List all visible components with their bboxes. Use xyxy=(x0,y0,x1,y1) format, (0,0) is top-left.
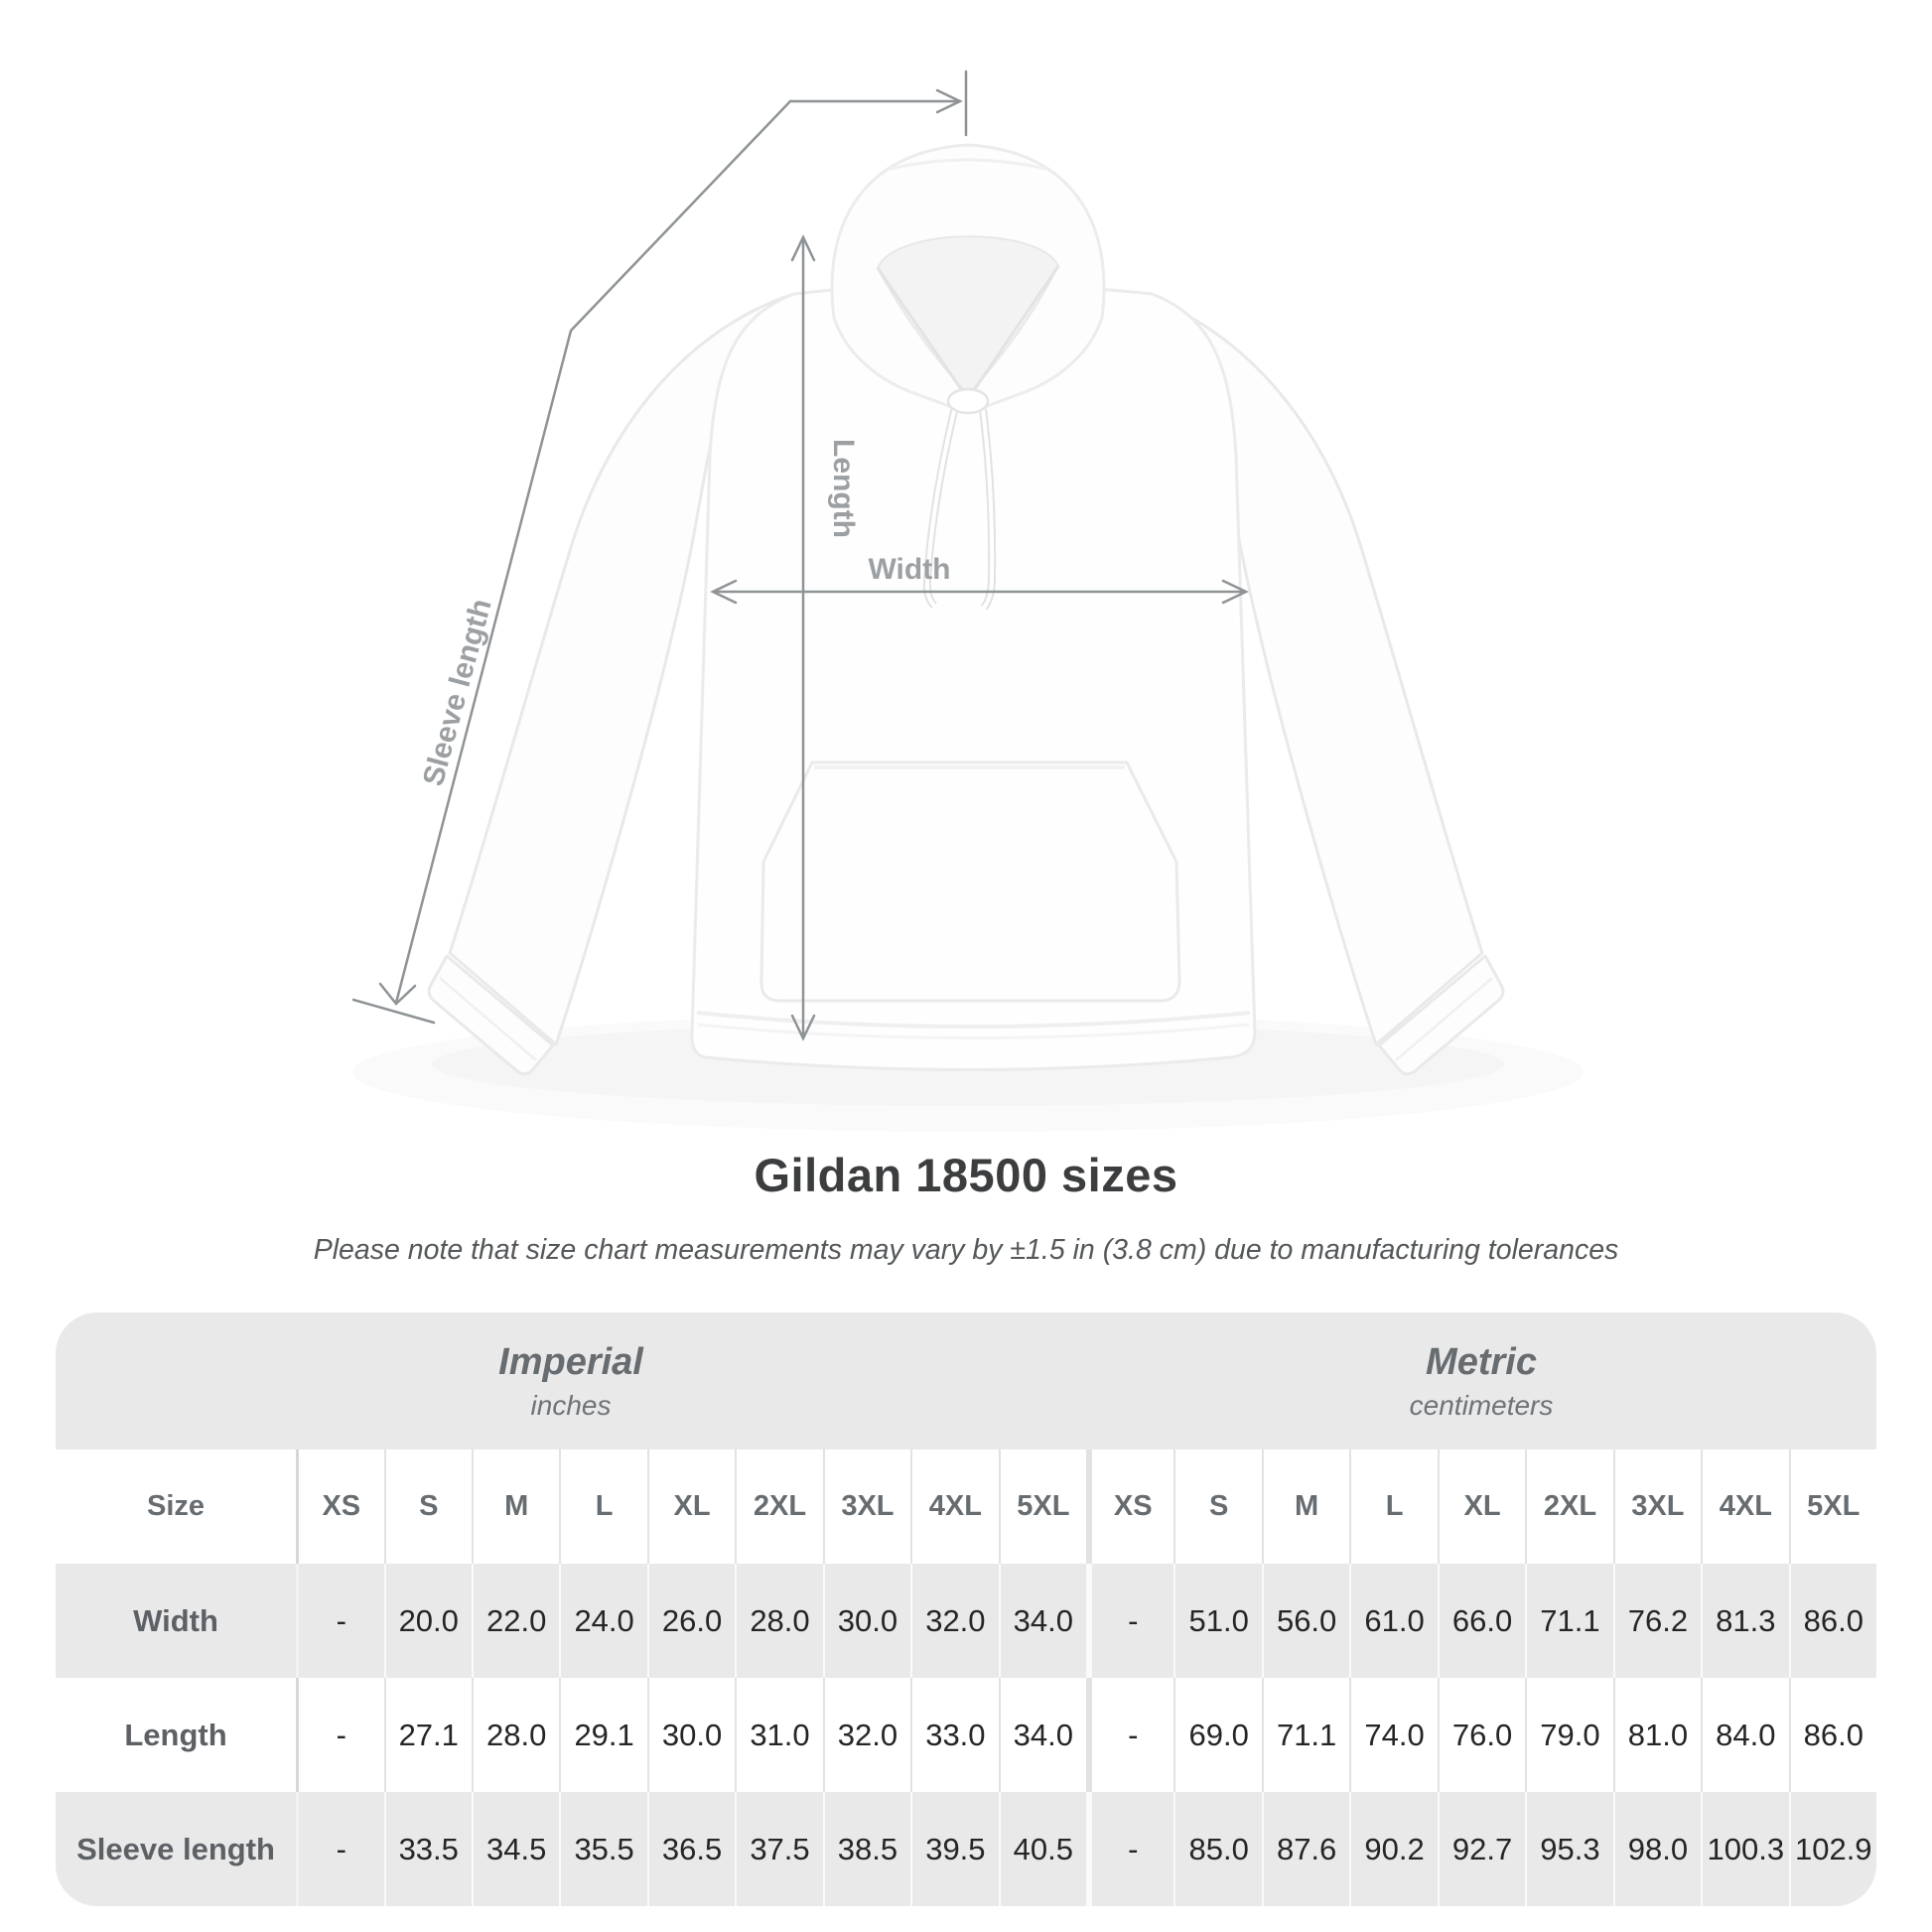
metric-cell: 74.0 xyxy=(1349,1678,1437,1792)
imperial-cell: 35.5 xyxy=(559,1792,646,1906)
imperial-cell: 36.5 xyxy=(647,1792,735,1906)
imperial-cell: 24.0 xyxy=(559,1564,646,1678)
imperial-cell: 30.0 xyxy=(647,1678,735,1792)
imperial-cell: 3XL xyxy=(823,1449,910,1564)
metric-cell: 66.0 xyxy=(1438,1564,1525,1678)
imperial-cell: 40.5 xyxy=(999,1792,1086,1906)
metric-cell: 76.2 xyxy=(1613,1564,1701,1678)
metric-cell: 51.0 xyxy=(1173,1564,1261,1678)
imperial-cell: 27.1 xyxy=(384,1678,472,1792)
imperial-cell: 28.0 xyxy=(472,1678,559,1792)
metric-cell: L xyxy=(1349,1449,1437,1564)
page-title: Gildan 18500 sizes xyxy=(754,1149,1178,1201)
imperial-cell: 30.0 xyxy=(823,1564,910,1678)
imperial-cell: 37.5 xyxy=(735,1792,822,1906)
row-label-length: Length xyxy=(124,1717,227,1752)
imperial-cell: 39.5 xyxy=(910,1792,998,1906)
width-label: Width xyxy=(868,553,951,586)
length-row xyxy=(56,1678,1876,1792)
row-label-sleeve-length: Sleeve length xyxy=(76,1831,275,1866)
metric-cell: 3XL xyxy=(1613,1449,1701,1564)
size-table xyxy=(56,1312,1876,1906)
imperial-group-unit: inches xyxy=(530,1389,612,1421)
metric-cell: 95.3 xyxy=(1525,1792,1612,1906)
imperial-cell: 20.0 xyxy=(384,1564,472,1678)
imperial-cell: 32.0 xyxy=(910,1564,998,1678)
metric-cell: 71.1 xyxy=(1262,1678,1349,1792)
imperial-cell: 31.0 xyxy=(735,1678,822,1792)
imperial-cell: 2XL xyxy=(735,1449,822,1564)
unit-group-header xyxy=(56,1312,1876,1449)
imperial-cell: 34.5 xyxy=(472,1792,559,1906)
sleeve-end-tick xyxy=(353,1000,434,1023)
size-header-row xyxy=(56,1449,1876,1564)
imperial-cell: XS xyxy=(296,1449,383,1564)
metric-cell: XL xyxy=(1438,1449,1525,1564)
imperial-cell: 5XL xyxy=(999,1449,1086,1564)
metric-cell: 69.0 xyxy=(1173,1678,1261,1792)
imperial-cell: 33.5 xyxy=(384,1792,472,1906)
metric-cell: - xyxy=(1086,1792,1173,1906)
metric-cell: 90.2 xyxy=(1349,1792,1437,1906)
metric-cell: - xyxy=(1086,1564,1173,1678)
metric-cell: 4XL xyxy=(1701,1449,1788,1564)
metric-group-unit: centimeters xyxy=(1409,1389,1554,1421)
metric-cell: 86.0 xyxy=(1789,1564,1876,1678)
metric-cell: 61.0 xyxy=(1349,1564,1437,1678)
imperial-cell: S xyxy=(384,1449,472,1564)
sleeve-length-row xyxy=(56,1792,1876,1906)
metric-cell: 2XL xyxy=(1525,1449,1612,1564)
metric-cell: 92.7 xyxy=(1438,1792,1525,1906)
tolerance-note: Please note that size chart measurements may vary by ±1.5 in (3.8 cm) due to manufacturing tolerances xyxy=(313,1234,1619,1266)
metric-group-title: Metric xyxy=(1426,1340,1537,1383)
metric-cell: 81.0 xyxy=(1613,1678,1701,1792)
metric-cell: 85.0 xyxy=(1173,1792,1261,1906)
imperial-cell: 32.0 xyxy=(823,1678,910,1792)
metric-cell: 76.0 xyxy=(1438,1678,1525,1792)
imperial-cell: 28.0 xyxy=(735,1564,822,1678)
metric-cell: 98.0 xyxy=(1613,1792,1701,1906)
imperial-cell: XL xyxy=(647,1449,735,1564)
metric-cell: 87.6 xyxy=(1262,1792,1349,1906)
metric-cell: 100.3 xyxy=(1701,1792,1788,1906)
metric-cell: 56.0 xyxy=(1262,1564,1349,1678)
width-row xyxy=(56,1564,1876,1678)
metric-cell: 79.0 xyxy=(1525,1678,1612,1792)
imperial-cell: 4XL xyxy=(910,1449,998,1564)
metric-cell: S xyxy=(1173,1449,1261,1564)
imperial-group-title: Imperial xyxy=(498,1340,643,1383)
metric-group-header xyxy=(1086,1312,1876,1449)
metric-cell: 81.3 xyxy=(1701,1564,1788,1678)
imperial-cell: 26.0 xyxy=(647,1564,735,1678)
imperial-cell: 34.0 xyxy=(999,1678,1086,1792)
imperial-cell: - xyxy=(296,1792,383,1906)
metric-cell: M xyxy=(1262,1449,1349,1564)
metric-cell: 71.1 xyxy=(1525,1564,1612,1678)
sleeve-length-label: Sleeve length xyxy=(416,595,498,790)
metric-cell: - xyxy=(1086,1678,1173,1792)
imperial-cell: M xyxy=(472,1449,559,1564)
imperial-cell: - xyxy=(296,1564,383,1678)
imperial-cell: 34.0 xyxy=(999,1564,1086,1678)
size-column-header: Size xyxy=(147,1490,206,1522)
imperial-cell: 38.5 xyxy=(823,1792,910,1906)
imperial-cell: 22.0 xyxy=(472,1564,559,1678)
kangaroo-pocket xyxy=(761,762,1179,1001)
imperial-cell: - xyxy=(296,1678,383,1792)
metric-cell: 5XL xyxy=(1789,1449,1876,1564)
metric-cell: 84.0 xyxy=(1701,1678,1788,1792)
imperial-cell: 29.1 xyxy=(559,1678,646,1792)
imperial-cell: L xyxy=(559,1449,646,1564)
row-label-width: Width xyxy=(133,1602,218,1638)
metric-cell: XS xyxy=(1086,1449,1173,1564)
imperial-cell: 33.0 xyxy=(910,1678,998,1792)
imperial-group-header xyxy=(56,1312,1086,1449)
metric-cell: 102.9 xyxy=(1789,1792,1876,1906)
length-label: Length xyxy=(827,439,860,538)
metric-cell: 86.0 xyxy=(1789,1678,1876,1792)
